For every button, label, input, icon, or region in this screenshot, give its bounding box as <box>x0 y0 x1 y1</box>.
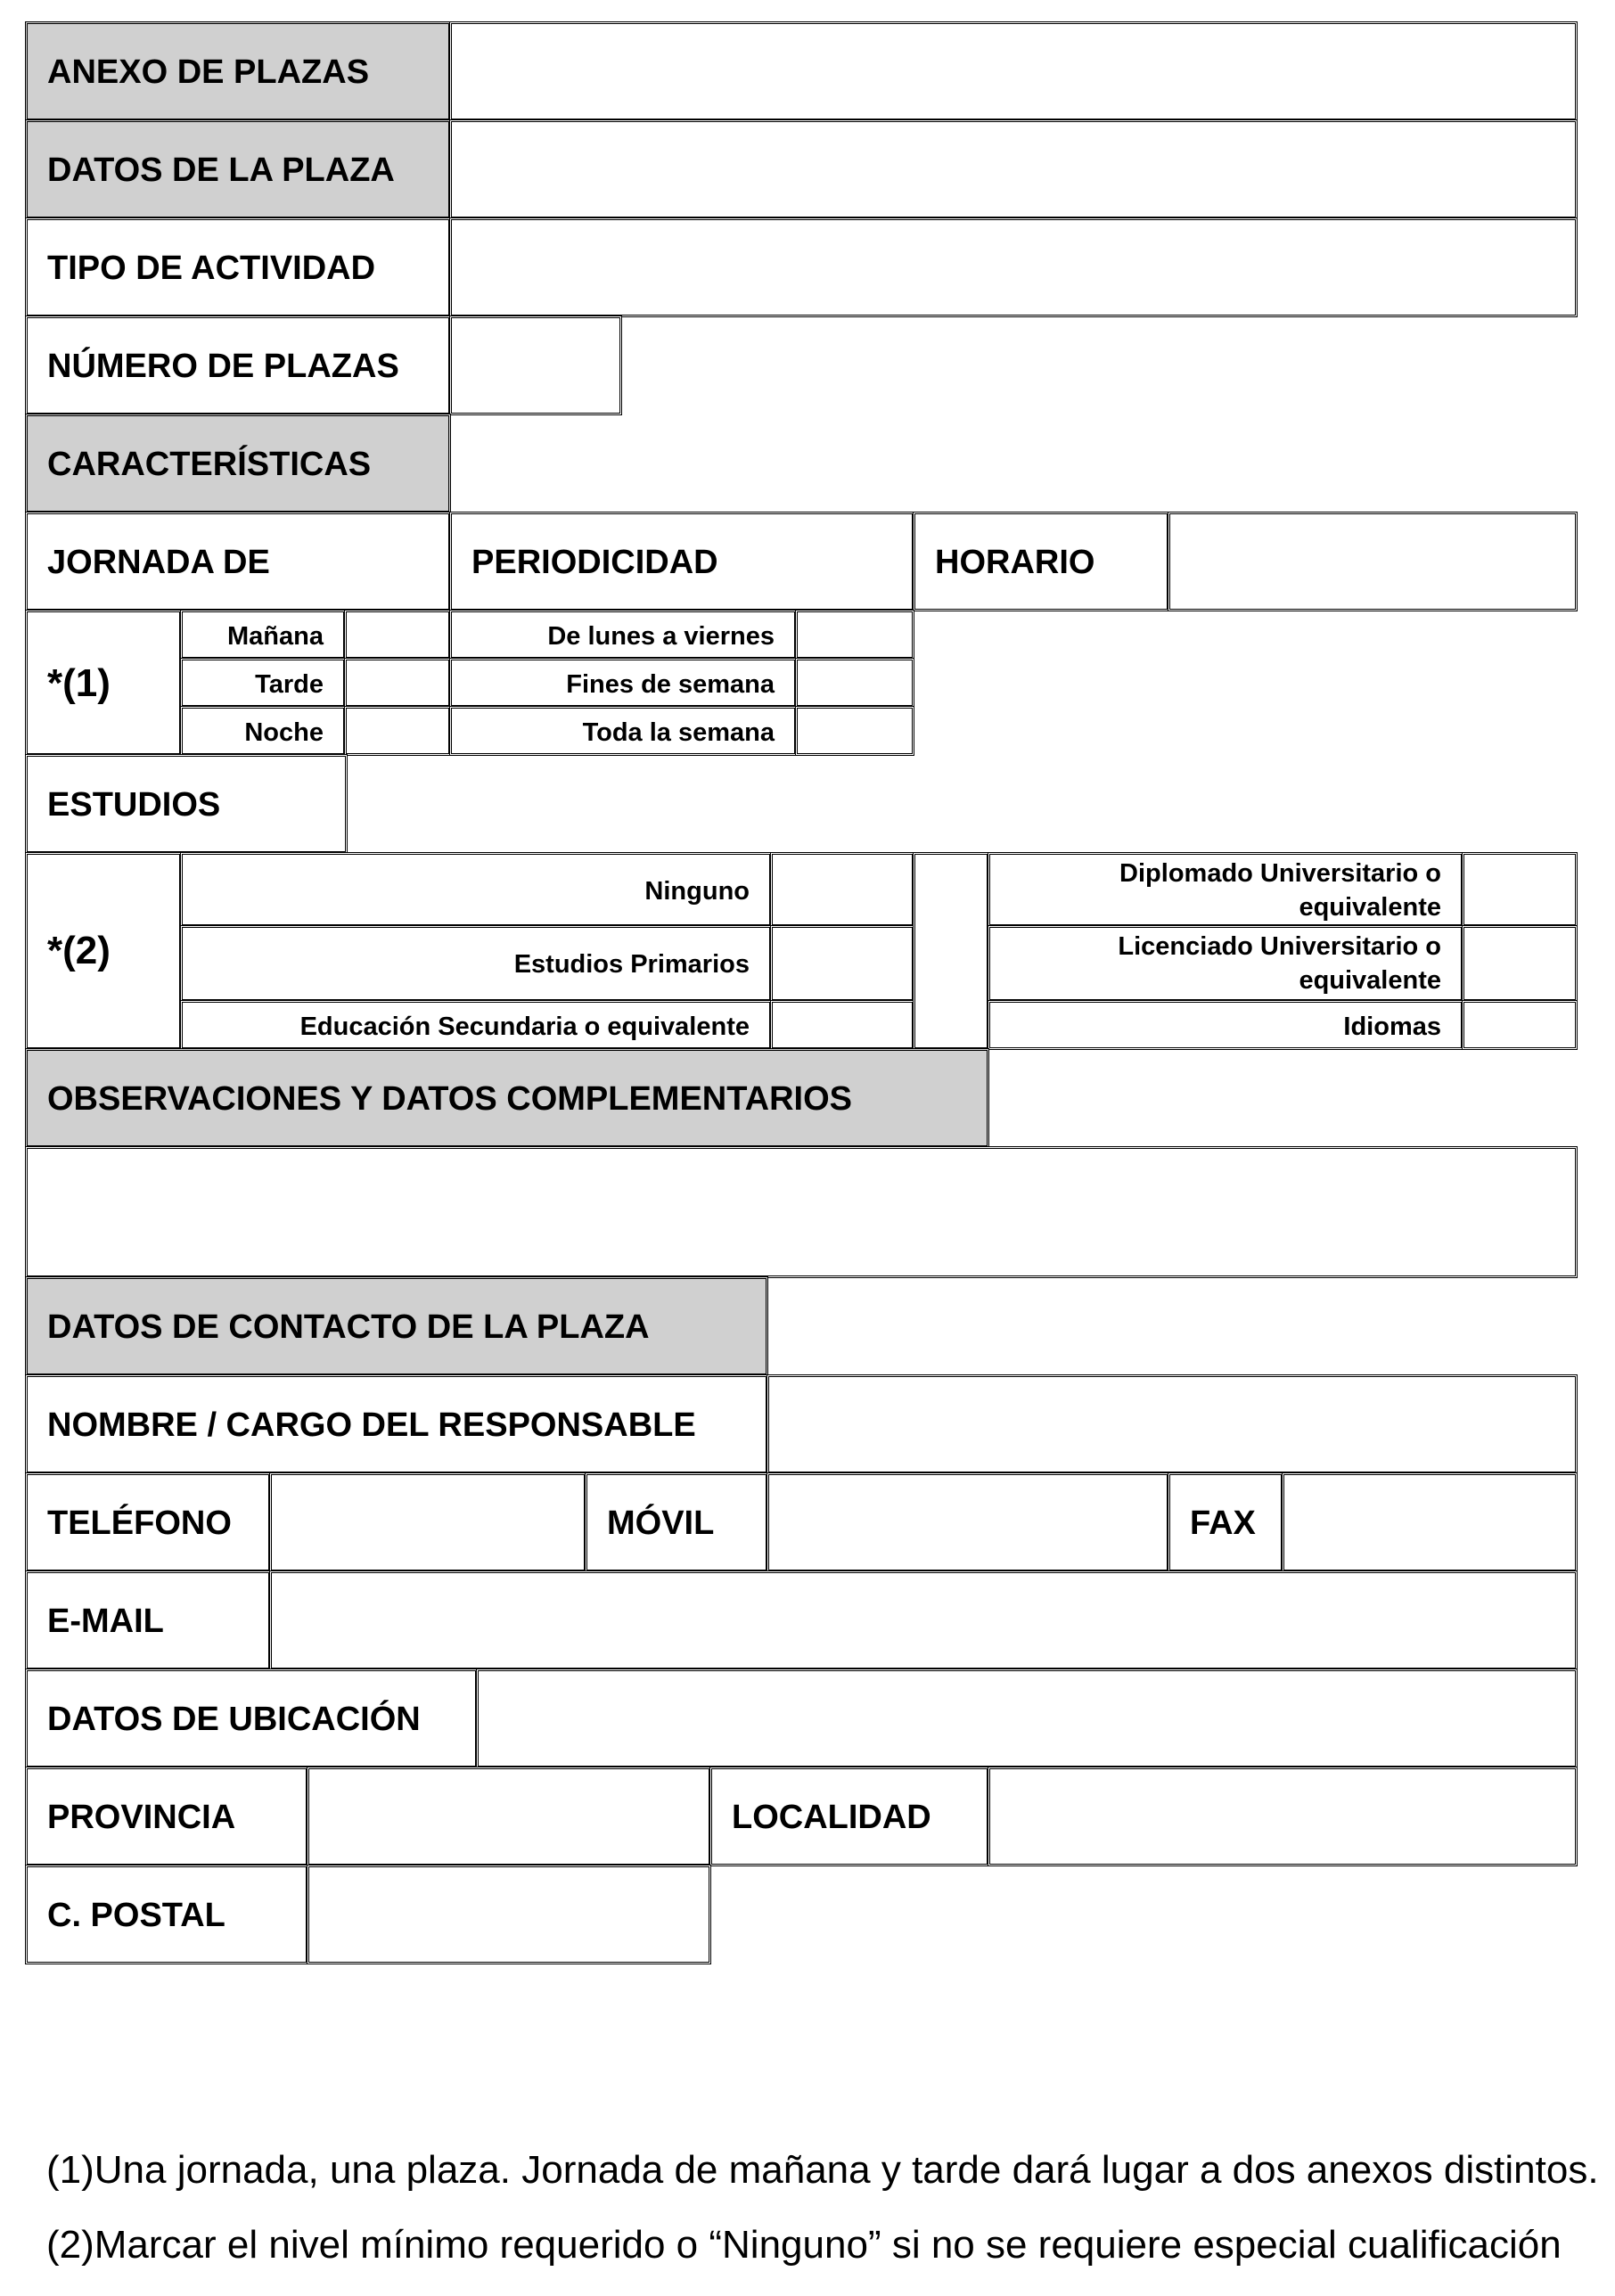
periodicidad-option-label-cell <box>449 610 797 660</box>
nombre-cargo-label: NOMBRE / CARGO DEL RESPONSABLE <box>47 1406 696 1444</box>
estudios-option-label: Estudios Primarios <box>513 950 750 979</box>
note-mark-1: *(1) <box>47 661 111 705</box>
jornada-option-label: Noche <box>244 718 324 747</box>
periodicidad-option-checkbox[interactable] <box>795 706 914 756</box>
contacto-header <box>25 1276 768 1376</box>
estudios-option-label: Ninguno <box>644 877 750 906</box>
ubicacion-label-cell <box>25 1669 478 1768</box>
telefono-label-cell <box>25 1472 271 1572</box>
jornada-note-mark-cell <box>25 610 182 756</box>
localidad-label: LOCALIDAD <box>732 1799 931 1836</box>
estudios-option-checkbox[interactable] <box>1462 852 1578 927</box>
footnote-2: (2)Marcar el nivel mínimo requerido o “Ninguno” si no se requiere especial cualificación <box>46 2223 1562 2267</box>
periodicidad-option-label: Fines de semana <box>566 670 775 699</box>
cpostal-field[interactable] <box>307 1865 711 1964</box>
ubicacion-field[interactable] <box>476 1669 1578 1768</box>
provincia-field[interactable] <box>307 1767 711 1866</box>
jornada-option-checkbox[interactable] <box>344 610 451 660</box>
estudios-option-label-cell <box>988 1000 1463 1050</box>
fax-label-cell <box>1168 1472 1283 1572</box>
jornada-option-label-cell <box>180 610 346 660</box>
email-label: E-MAIL <box>47 1603 164 1640</box>
estudios-option-label: Diplomado Universitario o equivalente <box>1119 859 1441 922</box>
footnote-1: (1)Una jornada, una plaza. Jornada de mañana y tarde dará lugar a dos anexos distintos. <box>46 2148 1599 2192</box>
estudios-option-label-cell <box>180 1000 772 1050</box>
jornada-option-label-cell <box>180 658 346 708</box>
localidad-field[interactable] <box>988 1767 1578 1866</box>
observaciones-label: OBSERVACIONES Y DATOS COMPLEMENTARIOS <box>47 1080 852 1118</box>
estudios-option-label: Licenciado Universitario o equivalente <box>1118 932 1441 995</box>
periodicidad-option-label: De lunes a viernes <box>547 622 775 651</box>
movil-label: MÓVIL <box>607 1505 715 1542</box>
datos-plaza-field[interactable] <box>449 119 1578 219</box>
horario-field[interactable] <box>1168 512 1578 611</box>
note-mark-2: *(2) <box>47 929 111 972</box>
caracteristicas-label: CARACTERÍSTICAS <box>47 446 372 483</box>
provincia-label-cell <box>25 1767 308 1866</box>
anexo-plazas-title: ANEXO DE PLAZAS <box>47 53 370 91</box>
periodicidad-option-label-cell <box>449 706 797 756</box>
estudios-option-checkbox[interactable] <box>770 852 914 927</box>
tipo-actividad-field[interactable] <box>449 217 1578 317</box>
observaciones-header <box>25 1048 989 1148</box>
jornada-label: JORNADA DE <box>47 544 270 581</box>
datos-plaza-label: DATOS DE LA PLAZA <box>47 152 395 189</box>
nombre-cargo-field[interactable] <box>767 1374 1578 1474</box>
telefono-field[interactable] <box>269 1472 586 1572</box>
periodicidad-option-label-cell <box>449 658 797 708</box>
estudios-option-checkbox[interactable] <box>770 925 914 1002</box>
estudios-option-label-cell <box>180 925 772 1002</box>
caracteristicas-header <box>25 414 451 513</box>
anexo-plazas-header <box>25 21 451 121</box>
contacto-label: DATOS DE CONTACTO DE LA PLAZA <box>47 1308 650 1346</box>
localidad-label-cell <box>709 1767 989 1866</box>
jornada-option-label-cell <box>180 706 346 756</box>
estudios-spacer-cell <box>913 852 989 1050</box>
periodicidad-option-checkbox[interactable] <box>795 610 914 660</box>
ubicacion-label: DATOS DE UBICACIÓN <box>47 1701 421 1738</box>
fax-field[interactable] <box>1282 1472 1578 1572</box>
estudios-note-mark-cell <box>25 852 182 1050</box>
movil-field[interactable] <box>767 1472 1169 1572</box>
periodicidad-option-label: Toda la semana <box>582 718 775 747</box>
estudios-option-label-cell <box>988 925 1463 1002</box>
estudios-option-checkbox[interactable] <box>1462 925 1578 1002</box>
jornada-option-label: Tarde <box>255 670 324 699</box>
estudios-option-checkbox[interactable] <box>770 1000 914 1050</box>
fax-label: FAX <box>1190 1505 1256 1542</box>
tipo-actividad-label: TIPO DE ACTIVIDAD <box>47 250 376 287</box>
telefono-label: TELÉFONO <box>47 1505 232 1542</box>
datos-plaza-header <box>25 119 451 219</box>
numero-plazas-label: NÚMERO DE PLAZAS <box>47 348 399 385</box>
estudios-option-label-cell <box>988 852 1463 927</box>
numero-plazas-label-cell <box>25 316 451 415</box>
estudios-label-cell <box>25 754 348 854</box>
cpostal-label: C. POSTAL <box>47 1897 225 1934</box>
numero-plazas-field[interactable] <box>449 316 622 415</box>
nombre-cargo-label-cell <box>25 1374 768 1474</box>
estudios-option-label-cell <box>180 852 772 927</box>
anexo-plazas-field[interactable] <box>449 21 1578 121</box>
periodicidad-label: PERIODICIDAD <box>471 544 718 581</box>
email-label-cell <box>25 1570 271 1670</box>
jornada-option-checkbox[interactable] <box>344 706 451 756</box>
jornada-option-checkbox[interactable] <box>344 658 451 708</box>
email-field[interactable] <box>269 1570 1578 1670</box>
jornada-option-label: Mañana <box>227 622 324 651</box>
estudios-label: ESTUDIOS <box>47 786 221 824</box>
horario-label: HORARIO <box>935 544 1095 581</box>
horario-label-cell <box>913 512 1169 611</box>
jornada-label-cell <box>25 512 451 611</box>
estudios-option-label: Educación Secundaria o equivalente <box>299 1013 750 1041</box>
tipo-actividad-label-cell <box>25 217 451 317</box>
provincia-label: PROVINCIA <box>47 1799 236 1836</box>
estudios-option-label: Idiomas <box>1343 1013 1441 1041</box>
cpostal-label-cell <box>25 1865 308 1964</box>
movil-label-cell <box>585 1472 768 1572</box>
observaciones-field[interactable] <box>25 1146 1578 1278</box>
periodicidad-label-cell <box>449 512 914 611</box>
estudios-option-checkbox[interactable] <box>1462 1000 1578 1050</box>
periodicidad-option-checkbox[interactable] <box>795 658 914 708</box>
